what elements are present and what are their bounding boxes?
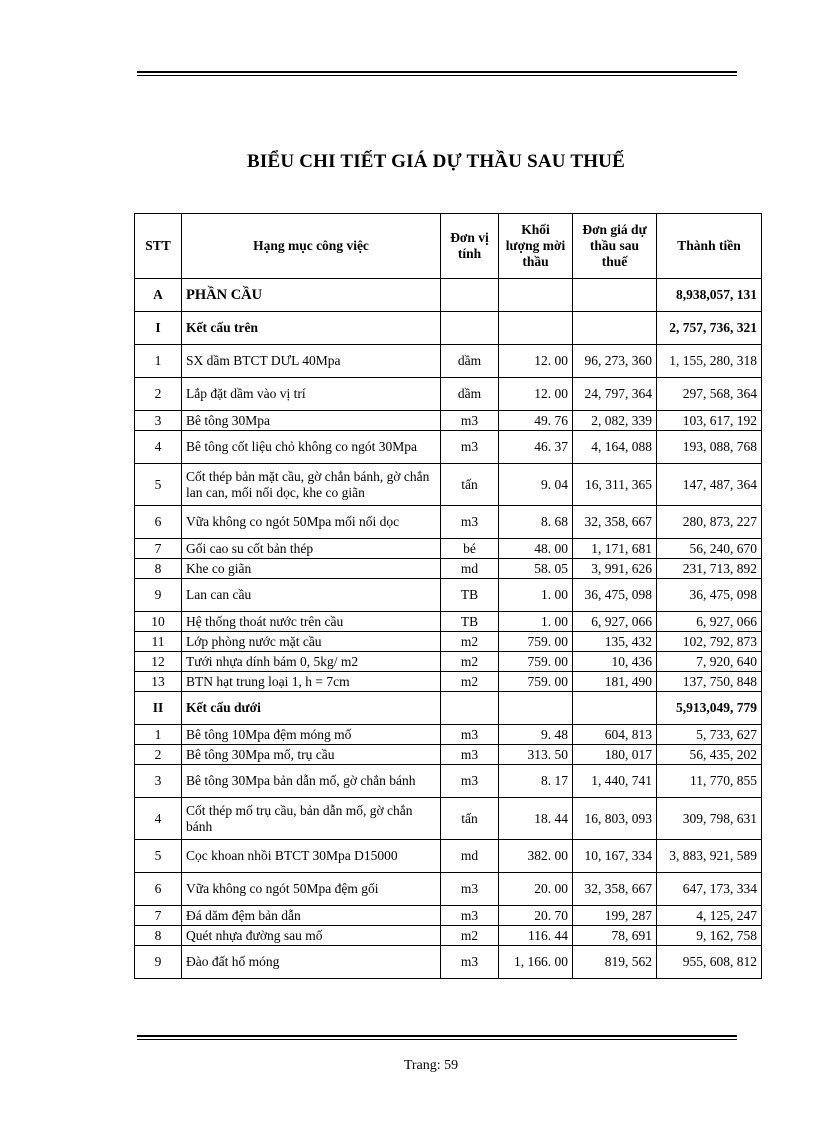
- cell-stt: 8: [135, 926, 182, 946]
- cell-unit: TB: [441, 612, 499, 632]
- cell-name: Lan can cầu: [182, 579, 441, 612]
- header-name: Hạng mục công việc: [182, 214, 441, 279]
- cell-qty: 1, 166. 00: [499, 946, 573, 979]
- table-row: [135, 431, 762, 464]
- cell-unit: [441, 312, 499, 345]
- cell-stt: 5: [135, 464, 182, 506]
- cell-name: Bê tông 30Mpa bản dẫn mố, gờ chắn bánh: [182, 765, 441, 798]
- table-row: [135, 612, 762, 632]
- cell-price: 96, 273, 360: [573, 345, 657, 378]
- cell-total: 5, 733, 627: [657, 725, 762, 745]
- cell-name: Hệ thống thoát nước trên cầu: [182, 612, 441, 632]
- cell-stt: 1: [135, 725, 182, 745]
- cell-stt: 9: [135, 579, 182, 612]
- header-stt: STT: [135, 214, 182, 279]
- cell-total: 147, 487, 364: [657, 464, 762, 506]
- cell-name: Vữa không co ngót 50Mpa đệm gối: [182, 873, 441, 906]
- table-row: [135, 506, 762, 539]
- cell-stt: 2: [135, 378, 182, 411]
- cell-unit: m3: [441, 725, 499, 745]
- cell-name: Cọc khoan nhồi BTCT 30Mpa D15000: [182, 840, 441, 873]
- cell-qty: 1. 00: [499, 612, 573, 632]
- cell-qty: 49. 76: [499, 411, 573, 431]
- table-row: [135, 632, 762, 652]
- cell-name: SX dầm BTCT DƯL 40Mpa: [182, 345, 441, 378]
- cell-total: 7, 920, 640: [657, 652, 762, 672]
- cell-stt: 3: [135, 411, 182, 431]
- cell-price: 10, 436: [573, 652, 657, 672]
- cell-total: 309, 798, 631: [657, 798, 762, 840]
- table-row: [135, 840, 762, 873]
- cell-price: 78, 691: [573, 926, 657, 946]
- cell-total: 1, 155, 280, 318: [657, 345, 762, 378]
- cell-name: Tưới nhựa dính bám 0, 5kg/ m2: [182, 652, 441, 672]
- cell-name: Bê tông 10Mpa đệm móng mố: [182, 725, 441, 745]
- cell-unit: dầm: [441, 378, 499, 411]
- cell-unit: m2: [441, 632, 499, 652]
- cell-total: 6, 927, 066: [657, 612, 762, 632]
- cell-name: Vữa không co ngót 50Mpa mối nối dọc: [182, 506, 441, 539]
- cell-unit: m3: [441, 506, 499, 539]
- cell-unit: m2: [441, 672, 499, 692]
- cell-price: 2, 082, 339: [573, 411, 657, 431]
- cell-qty: 18. 44: [499, 798, 573, 840]
- cell-total: 56, 435, 202: [657, 745, 762, 765]
- cell-qty: 759. 00: [499, 672, 573, 692]
- cell-qty: [499, 692, 573, 725]
- table-row: [135, 345, 762, 378]
- cell-name: Kết cấu trên: [182, 312, 441, 345]
- cell-price: 181, 490: [573, 672, 657, 692]
- cell-name: Đá dăm đệm bản dẫn: [182, 906, 441, 926]
- cell-price: 36, 475, 098: [573, 579, 657, 612]
- cell-price: 10, 167, 334: [573, 840, 657, 873]
- table-row: [135, 579, 762, 612]
- table-row: [135, 539, 762, 559]
- cell-price: 24, 797, 364: [573, 378, 657, 411]
- cell-total: 102, 792, 873: [657, 632, 762, 652]
- cell-price: 32, 358, 667: [573, 506, 657, 539]
- cell-name: Gối cao su cốt bản thép: [182, 539, 441, 559]
- cell-unit: [441, 692, 499, 725]
- cell-name: Bê tông 30Mpa: [182, 411, 441, 431]
- cell-price: [573, 312, 657, 345]
- cell-total: 231, 713, 892: [657, 559, 762, 579]
- cell-unit: m3: [441, 946, 499, 979]
- cell-price: 199, 287: [573, 906, 657, 926]
- cell-unit: dầm: [441, 345, 499, 378]
- cell-stt: 4: [135, 431, 182, 464]
- cell-price: 604, 813: [573, 725, 657, 745]
- cell-price: 6, 927, 066: [573, 612, 657, 632]
- table-row: [135, 745, 762, 765]
- cell-total: 4, 125, 247: [657, 906, 762, 926]
- cell-qty: 759. 00: [499, 632, 573, 652]
- cell-name: PHẦN CẦU: [182, 279, 441, 312]
- cell-unit: md: [441, 559, 499, 579]
- cell-qty: 9. 04: [499, 464, 573, 506]
- cell-name: Cốt thép bản mặt cầu, gờ chắn bánh, gờ chắn lan can, mối nối dọc, khe co giãn: [182, 464, 441, 506]
- table-row: [135, 672, 762, 692]
- cell-qty: [499, 279, 573, 312]
- cell-name: Bê tông 30Mpa mố, trụ cầu: [182, 745, 441, 765]
- cell-price: 1, 440, 741: [573, 765, 657, 798]
- cell-stt: 7: [135, 539, 182, 559]
- cell-qty: 313. 50: [499, 745, 573, 765]
- cell-unit: m3: [441, 873, 499, 906]
- cell-stt: 6: [135, 506, 182, 539]
- table-row: [135, 559, 762, 579]
- cell-price: 4, 164, 088: [573, 431, 657, 464]
- header-qty: Khối lượng mời thầu: [499, 214, 573, 279]
- table-row: [135, 946, 762, 979]
- cell-unit: m3: [441, 745, 499, 765]
- cell-price: 819, 562: [573, 946, 657, 979]
- cell-stt: 5: [135, 840, 182, 873]
- table-row: [135, 765, 762, 798]
- cell-stt: 4: [135, 798, 182, 840]
- cell-stt: 13: [135, 672, 182, 692]
- cell-price: 16, 311, 365: [573, 464, 657, 506]
- cell-price: 32, 358, 667: [573, 873, 657, 906]
- cell-unit: md: [441, 840, 499, 873]
- page-title: BIỂU CHI TIẾT GIÁ DỰ THẦU SAU THUẾ: [247, 151, 625, 172]
- cell-stt: 9: [135, 946, 182, 979]
- cell-name: Cốt thép mố trụ cầu, bản dẫn mố, gờ chắn bánh: [182, 798, 441, 840]
- cell-unit: TB: [441, 579, 499, 612]
- cell-name: Khe co giãn: [182, 559, 441, 579]
- cell-total: 36, 475, 098: [657, 579, 762, 612]
- cell-total: 297, 568, 364: [657, 378, 762, 411]
- cell-total: 280, 873, 227: [657, 506, 762, 539]
- cell-name: Bê tông cốt liệu chỏ không co ngót 30Mpa: [182, 431, 441, 464]
- cell-unit: m3: [441, 765, 499, 798]
- table-row: [135, 378, 762, 411]
- table-row: [135, 906, 762, 926]
- cell-unit: m3: [441, 411, 499, 431]
- cell-qty: 12. 00: [499, 345, 573, 378]
- cell-qty: 116. 44: [499, 926, 573, 946]
- cell-unit: m3: [441, 431, 499, 464]
- cell-stt: A: [135, 279, 182, 312]
- cell-total: 3, 883, 921, 589: [657, 840, 762, 873]
- cell-unit: [441, 279, 499, 312]
- cell-price: 180, 017: [573, 745, 657, 765]
- cell-price: 1, 171, 681: [573, 539, 657, 559]
- cell-stt: II: [135, 692, 182, 725]
- cell-total: 193, 088, 768: [657, 431, 762, 464]
- cell-stt: 3: [135, 765, 182, 798]
- cell-price: [573, 692, 657, 725]
- cell-unit: tấn: [441, 798, 499, 840]
- table-header-row: [135, 214, 762, 279]
- header-unit: Đơn vị tính: [441, 214, 499, 279]
- cell-total: 11, 770, 855: [657, 765, 762, 798]
- section-row: [135, 692, 762, 725]
- cell-qty: 8. 17: [499, 765, 573, 798]
- cell-total: 647, 173, 334: [657, 873, 762, 906]
- table-body: [135, 279, 762, 979]
- cell-total: 955, 608, 812: [657, 946, 762, 979]
- table-row: [135, 926, 762, 946]
- cell-qty: 382. 00: [499, 840, 573, 873]
- table-row: [135, 873, 762, 906]
- cell-unit: bé: [441, 539, 499, 559]
- table-row: [135, 725, 762, 745]
- cell-qty: 1. 00: [499, 579, 573, 612]
- cell-qty: 20. 70: [499, 906, 573, 926]
- cell-unit: m2: [441, 926, 499, 946]
- cell-qty: 9. 48: [499, 725, 573, 745]
- cell-stt: 6: [135, 873, 182, 906]
- header-total: Thành tiền: [657, 214, 762, 279]
- cell-name: Đào đất hố móng: [182, 946, 441, 979]
- cell-stt: 11: [135, 632, 182, 652]
- top-rule: [137, 71, 737, 76]
- cell-qty: 58. 05: [499, 559, 573, 579]
- table-row: [135, 464, 762, 506]
- cell-price: 135, 432: [573, 632, 657, 652]
- cell-stt: I: [135, 312, 182, 345]
- bid-price-table: [134, 213, 762, 979]
- cell-total: 103, 617, 192: [657, 411, 762, 431]
- cell-stt: 10: [135, 612, 182, 632]
- cell-total: 9, 162, 758: [657, 926, 762, 946]
- cell-stt: 2: [135, 745, 182, 765]
- table-row: [135, 652, 762, 672]
- cell-total: 2, 757, 736, 321: [657, 312, 762, 345]
- table-row: [135, 411, 762, 431]
- cell-price: [573, 279, 657, 312]
- cell-stt: 7: [135, 906, 182, 926]
- cell-name: Quét nhựa đường sau mố: [182, 926, 441, 946]
- cell-name: BTN hạt trung loại 1, h = 7cm: [182, 672, 441, 692]
- cell-name: Lắp đặt dầm vào vị trí: [182, 378, 441, 411]
- cell-name: Kết cấu dưới: [182, 692, 441, 725]
- cell-total: 56, 240, 670: [657, 539, 762, 559]
- cell-qty: 8. 68: [499, 506, 573, 539]
- section-row: [135, 312, 762, 345]
- cell-total: 5,913,049, 779: [657, 692, 762, 725]
- cell-total: 137, 750, 848: [657, 672, 762, 692]
- cell-qty: [499, 312, 573, 345]
- table-row: [135, 798, 762, 840]
- cell-stt: 8: [135, 559, 182, 579]
- cell-stt: 1: [135, 345, 182, 378]
- cell-qty: 20. 00: [499, 873, 573, 906]
- header-price: Đơn giá dự thầu sau thuế: [573, 214, 657, 279]
- cell-unit: tấn: [441, 464, 499, 506]
- page-number: Trang: 59: [403, 1058, 459, 1073]
- cell-name: Lớp phòng nước mặt cầu: [182, 632, 441, 652]
- cell-qty: 48. 00: [499, 539, 573, 559]
- cell-stt: 12: [135, 652, 182, 672]
- cell-qty: 12. 00: [499, 378, 573, 411]
- cell-unit: m2: [441, 652, 499, 672]
- cell-price: 16, 803, 093: [573, 798, 657, 840]
- cell-total: 8,938,057, 131: [657, 279, 762, 312]
- cell-qty: 46. 37: [499, 431, 573, 464]
- cell-unit: m3: [441, 906, 499, 926]
- cell-price: 3, 991, 626: [573, 559, 657, 579]
- cell-qty: 759. 00: [499, 652, 573, 672]
- section-row: [135, 279, 762, 312]
- bottom-rule: [137, 1035, 737, 1040]
